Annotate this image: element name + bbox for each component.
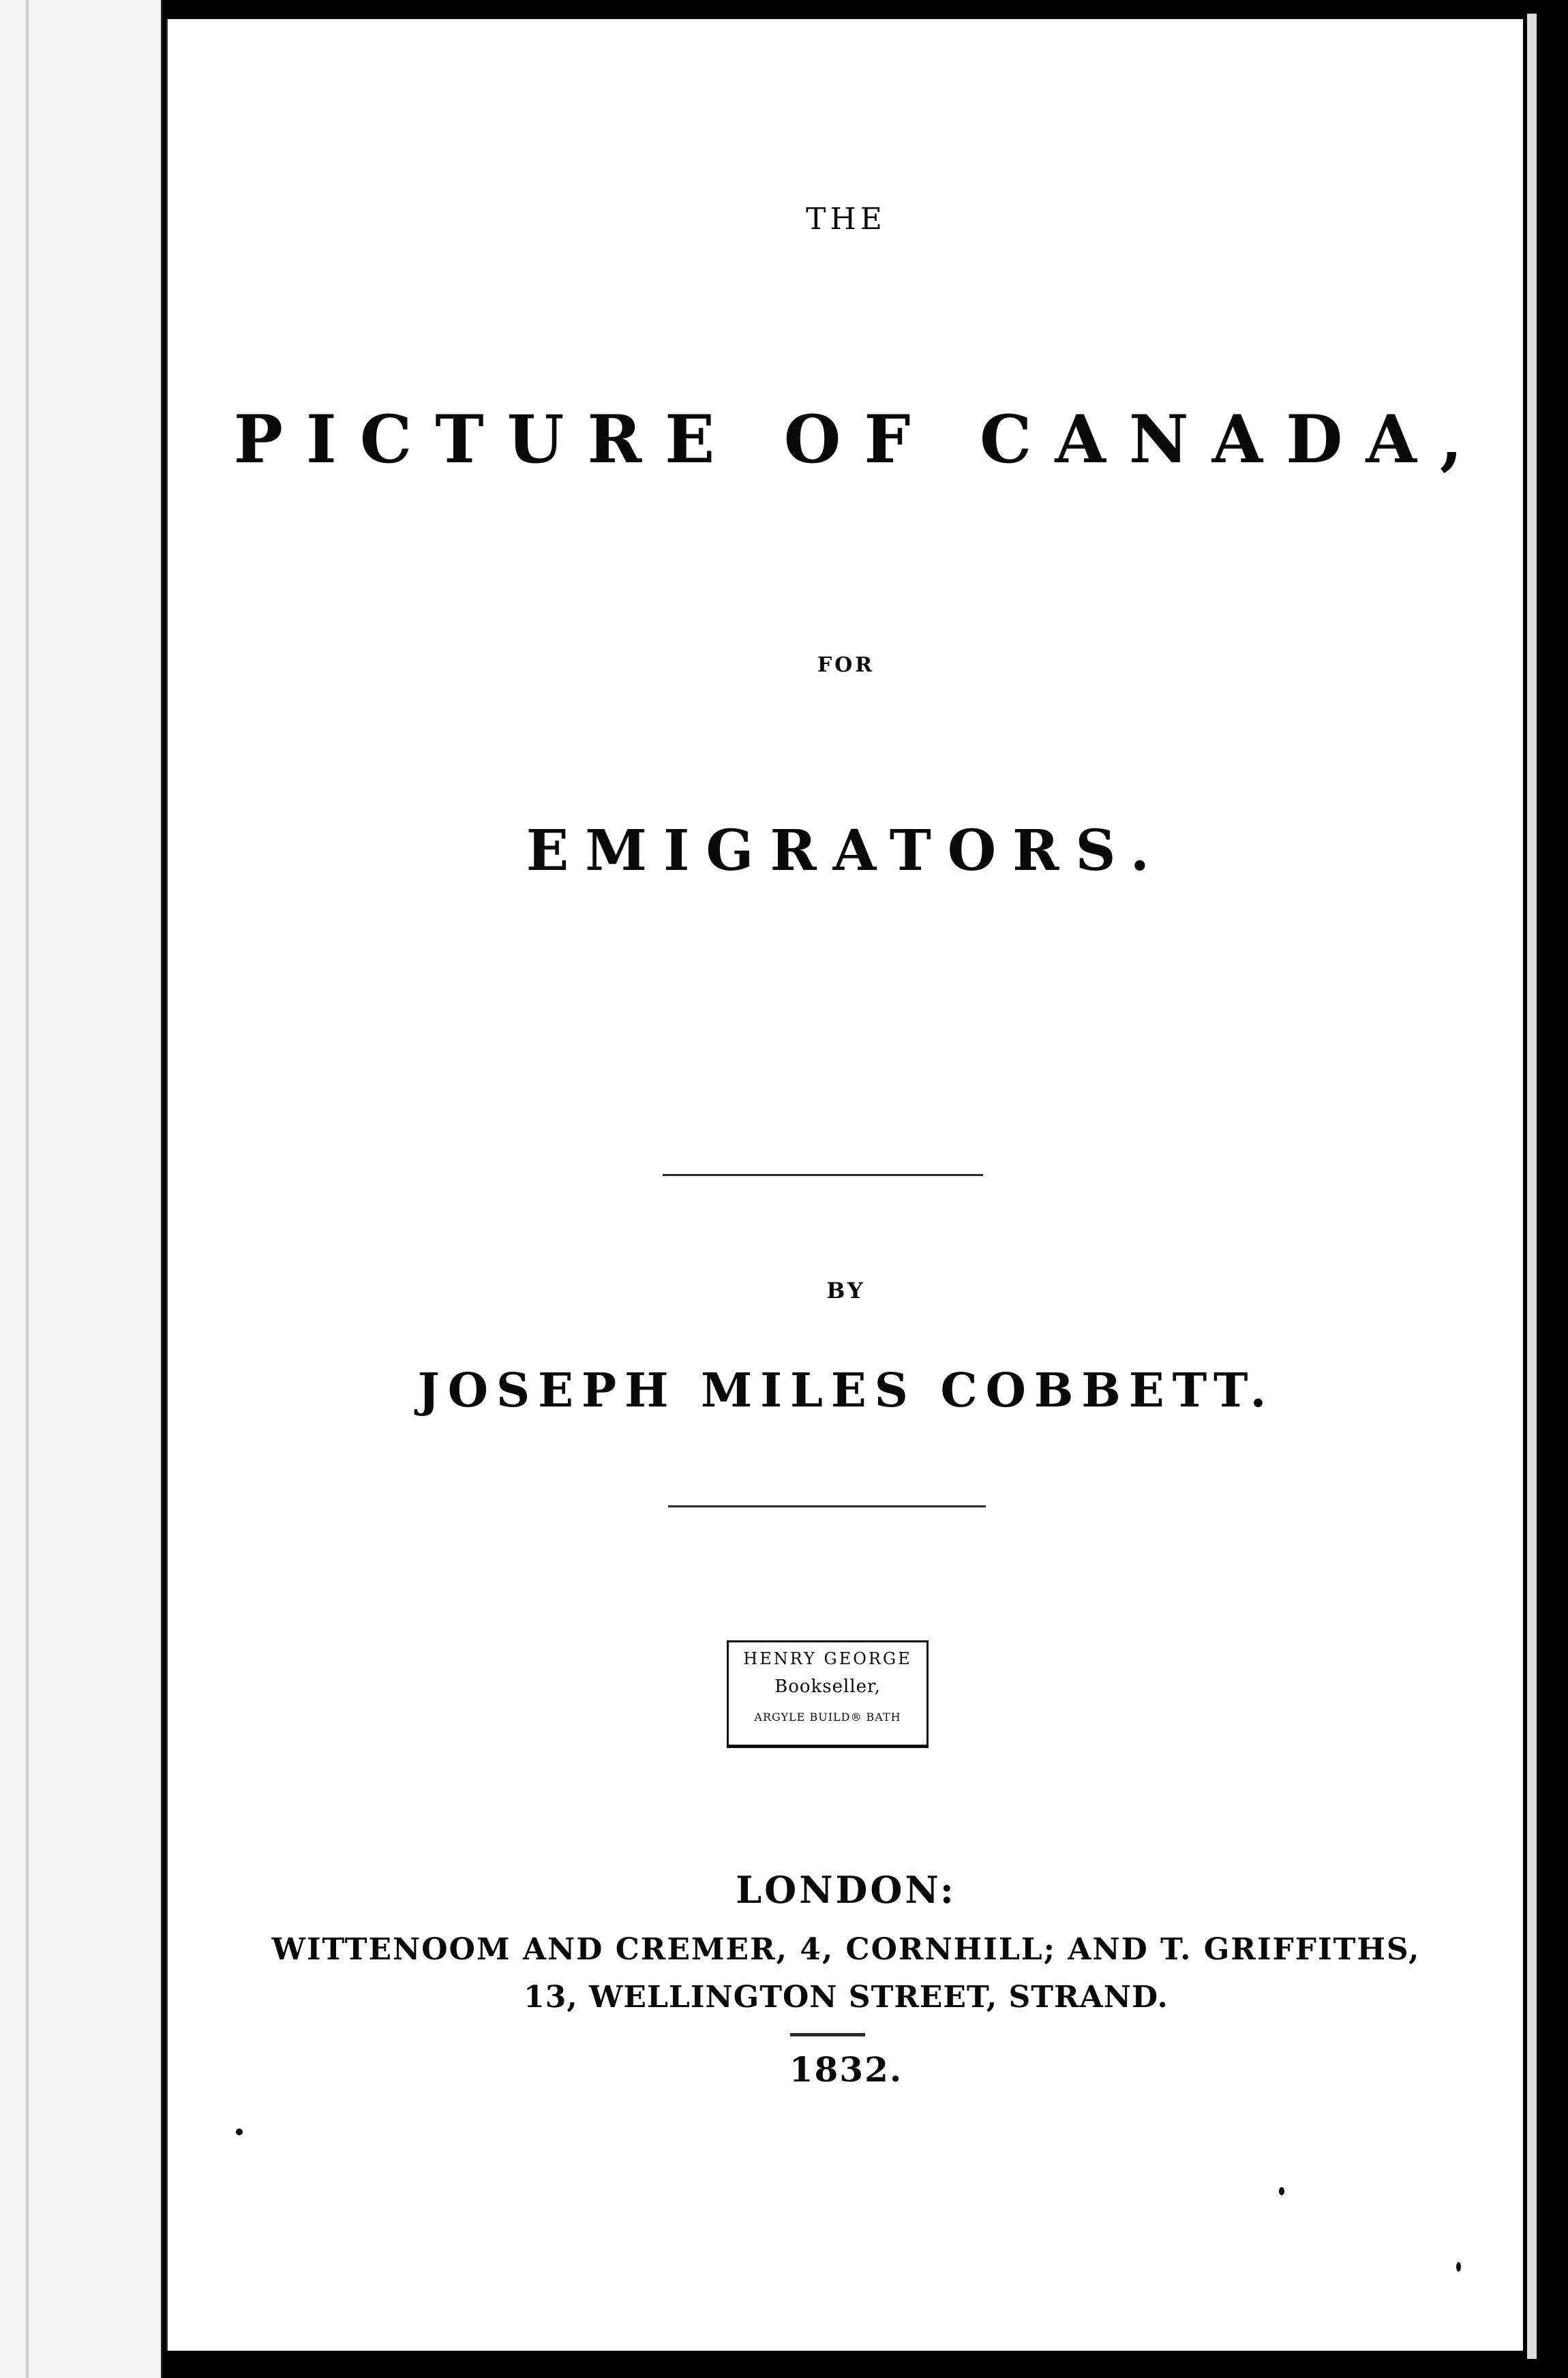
divider-rule	[668, 1505, 986, 1507]
imprint-publisher-line2: 13, WELLINGTON STREET, STRAND.	[524, 1980, 1169, 2015]
left-page-edge	[0, 0, 163, 2378]
imprint-city: LONDON:	[736, 1868, 956, 1912]
author-name: JOSEPH MILES COBBETT.	[417, 1364, 1275, 1418]
year-rule	[790, 2033, 865, 2036]
stamp-trade: Bookseller,	[774, 1676, 881, 1697]
title-connector: FOR	[817, 653, 875, 677]
ink-speck	[236, 2128, 243, 2135]
bookseller-stamp	[727, 1640, 929, 1748]
right-page-edge	[1523, 0, 1568, 2378]
title-article: THE	[806, 202, 886, 237]
imprint-publisher-line1: WITTENOOM AND CREMER, 4, CORNHILL; AND T. GRIFFITHS,	[271, 1932, 1421, 1967]
book-title: PICTURE OF CANADA,	[233, 401, 1486, 478]
book-subtitle: EMIGRATORS.	[526, 818, 1166, 884]
divider-rule	[663, 1174, 983, 1176]
right-edge-strip	[1527, 14, 1537, 2359]
imprint-year: 1832.	[789, 2049, 903, 2090]
ink-speck	[1456, 2262, 1461, 2272]
ink-speck	[1279, 2187, 1284, 2195]
title-page	[166, 19, 1524, 2351]
binding-line	[26, 0, 29, 2378]
stamp-address: ARGYLE BUILD® BATH	[754, 1711, 901, 1724]
byline-label: BY	[826, 1278, 866, 1304]
stamp-name: HENRY GEORGE	[743, 1649, 912, 1668]
